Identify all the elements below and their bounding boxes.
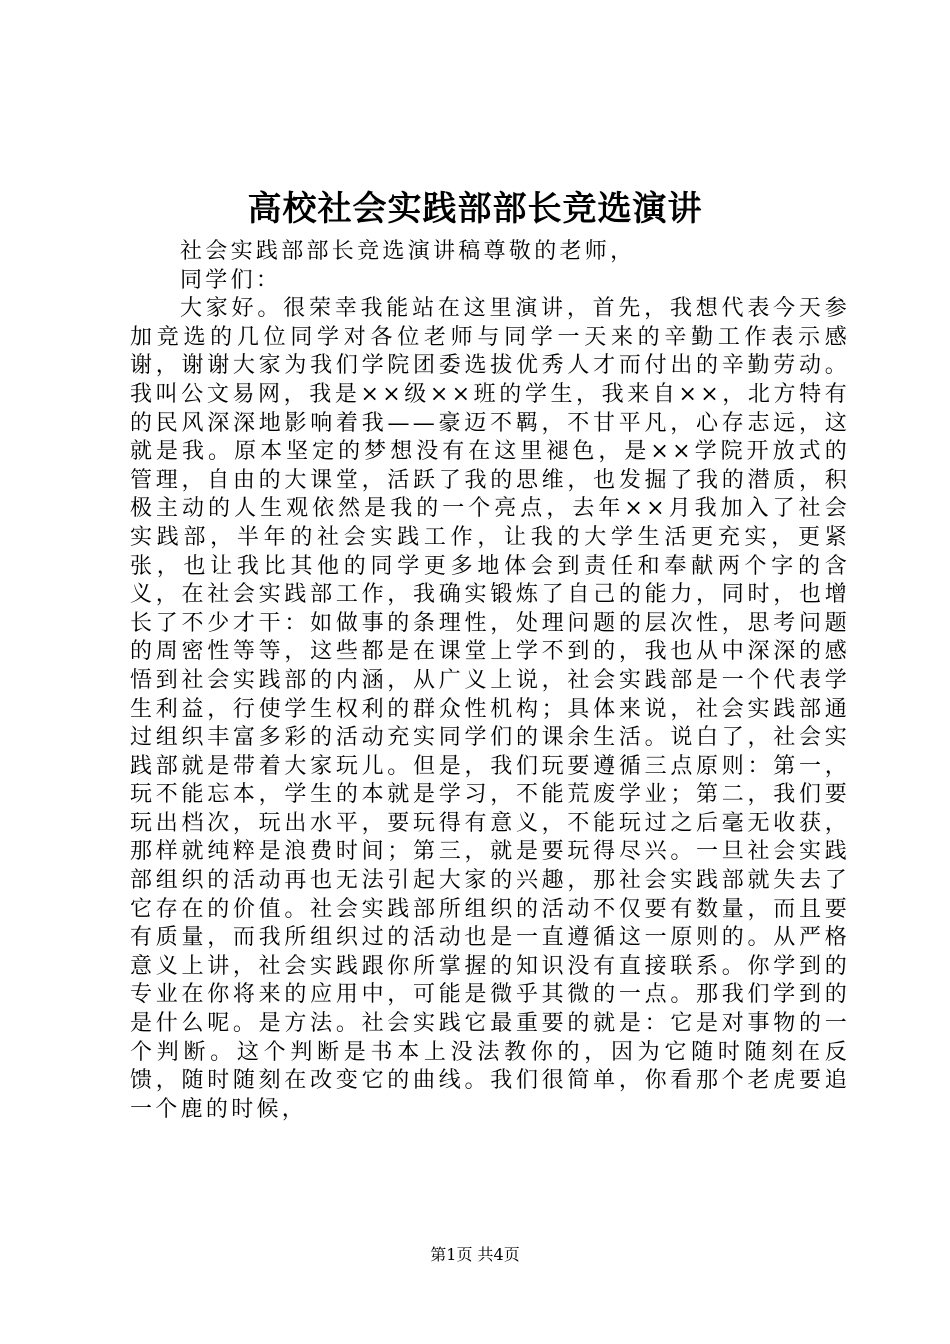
document-title: 高校社会实践部部长竞选演讲	[247, 189, 703, 229]
paragraph-salutation: 社会实践部部长竞选演讲稿尊敬的老师，	[180, 239, 636, 264]
paragraph-audience: 同学们：	[180, 267, 282, 293]
document-body	[130, 238, 850, 1124]
paragraph-main: 大家好。很荣幸我能站在这里演讲，首先，我想代表今天参加竞选的几位同学对各位老师与同学一天来的辛勤工作表示感谢，谢谢大家为我们学院团委选拔优秀人才而付出的辛勤劳动。我叫公文易网，我是××级××班的学生，我来自××，北方特有的民风深深地影响着我——豪迈不羁，不甘平凡，心存志远，这就是我。原本坚定的梦想没有在这里褪色，是××学院开放式的管理，自由的大课堂，活跃了我的思维，也发掘了我的潜质，积极主动的人生观依然是我的一个亮点，去年××月我加入了社会实践部，半年的社会实践工作，让我的大学生活更充实，更紧张，也让我比其他的同学更多地体会到责任和奉献两个字的含义，在社会实践部工作，我确实锻炼了自己的能力，同时，也增长了不少才干：如做事的条理性，处理问题的层次性，思考问题的周密性等等，这些都是在课堂上学不到的，我也从中深深的感悟到社会实践部的内涵，从广义上说，社会实践部是一个代表学生利益，行使学生权利的群众性机构；具体来说，社会实践部通过组织丰富多彩的活动充实同学们的课余生活。说白了，社会实践部就是带着大家玩儿。但是，我们玩要遵循三点原则：第一，玩不能忘本，学生的本就是学习，不能荒废学业；第二，我们要玩出档次，玩出水平，要玩得有意义，不能玩过之后毫无收获，那样就纯粹是浪费时间；第三，就是要玩得尽兴。一旦社会实践部组织的活动再也无法引起大家的兴趣，那社会实践部就失去了它存在的价值。社会实践部所组织的活动不仅要有数量，而且要有质量，而我所组织过的活动也是一直遵循这一原则的。从严格意义上讲，社会实践跟你所掌握的知识没有直接联系。你学到的专业在你将来的应用中，可能是微乎其微的一点。那我们学到的是什么呢。是方法。社会实践它最重要的就是：它是对事物的一个判断。这个判断是书本上没法教你的，因为它随时随刻在反馈，随时随刻在改变它的曲线。我们很简单，你看那个老虎要追一个鹿的时候，	[130, 296, 850, 1122]
page-footer: 第1页 共4页	[430, 1245, 520, 1264]
